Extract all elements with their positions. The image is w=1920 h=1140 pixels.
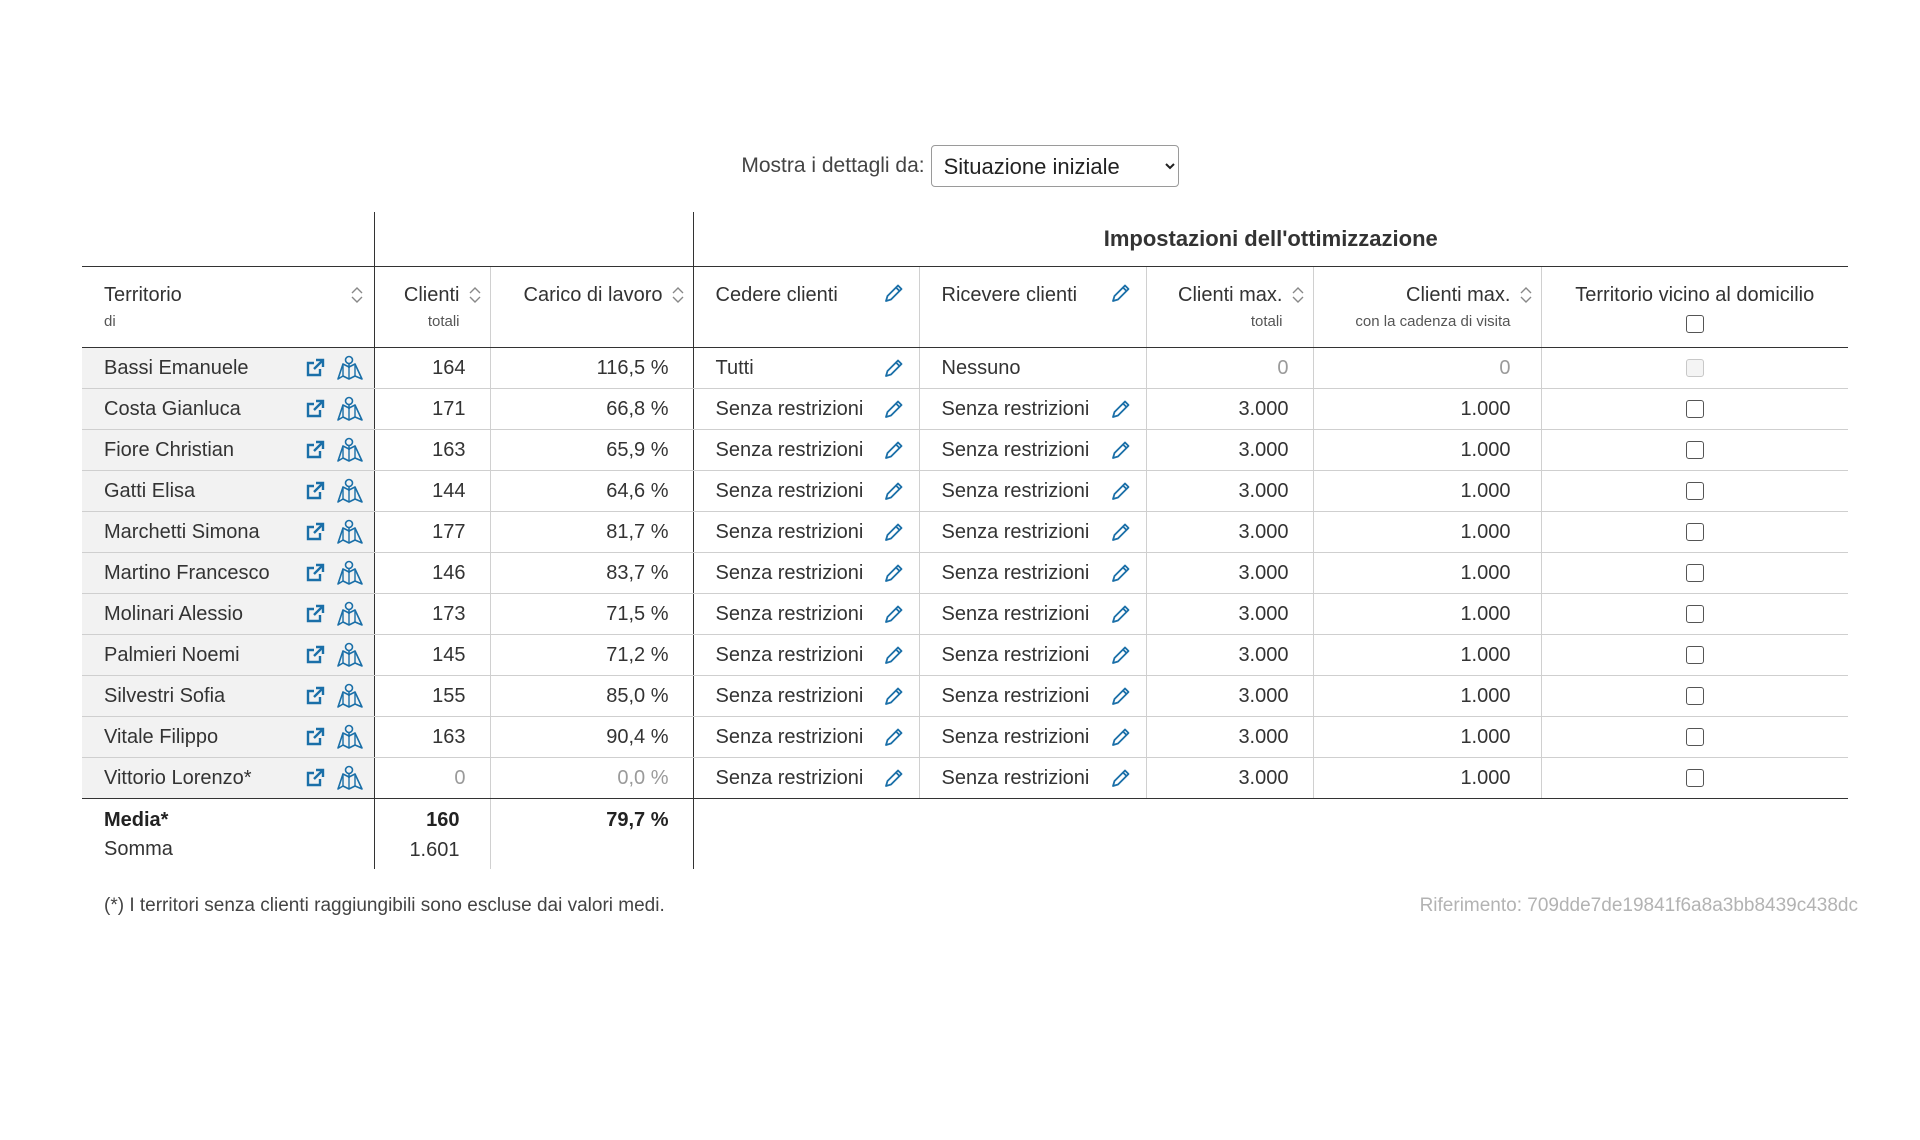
max-cadence-cell: 1.000 — [1313, 430, 1541, 471]
near-home-cell — [1541, 430, 1848, 471]
territory-cell — [82, 389, 374, 430]
map-icon[interactable] — [336, 395, 364, 423]
cede-cell — [693, 553, 919, 594]
near-home-checkbox[interactable] — [1686, 687, 1704, 705]
near-home-cell — [1541, 594, 1848, 635]
near-home-checkbox[interactable] — [1686, 728, 1704, 746]
sort-icon[interactable] — [1289, 285, 1305, 305]
footnote: (*) I territori senza clienti raggiungibili sono escluse dai valori medi. — [104, 895, 665, 916]
pencil-icon[interactable] — [883, 480, 905, 502]
pencil-icon[interactable] — [883, 685, 905, 707]
detail-selector-label: Mostra i dettagli da: — [741, 154, 925, 177]
pencil-icon[interactable] — [883, 439, 905, 461]
max-clients-cell: 3.000 — [1146, 430, 1313, 471]
receive-cell — [919, 348, 1146, 389]
summary-empty — [693, 799, 1848, 870]
territory-name: Marchetti Simona — [104, 520, 260, 543]
external-link-icon[interactable] — [304, 521, 326, 543]
external-link-icon[interactable] — [304, 480, 326, 502]
map-icon[interactable] — [336, 641, 364, 669]
cede-value: Senza restrizioni — [715, 561, 864, 584]
territory-cell — [82, 512, 374, 553]
near-home-cell — [1541, 471, 1848, 512]
header-territory-sub: di — [104, 313, 116, 330]
pencil-icon[interactable] — [883, 644, 905, 666]
reference-id: Riferimento: 709dde7de19841f6a8a3bb8439c438dc — [1419, 895, 1858, 916]
average-clients: 160 — [426, 809, 460, 831]
header-receive-label: Ricevere clienti — [941, 284, 1078, 306]
territory-cell — [82, 676, 374, 717]
pencil-icon[interactable] — [883, 357, 905, 379]
near-home-checkbox[interactable] — [1686, 482, 1704, 500]
pencil-icon[interactable] — [883, 562, 905, 584]
pencil-icon[interactable] — [883, 726, 905, 748]
territory-cell — [82, 635, 374, 676]
cede-cell — [693, 635, 919, 676]
clients-total-cell: 177 — [374, 512, 490, 553]
max-clients-cell: 3.000 — [1146, 512, 1313, 553]
detail-selector-bar — [0, 145, 1920, 187]
pencil-icon[interactable] — [1110, 603, 1132, 625]
cede-cell — [693, 348, 919, 389]
max-clients-cell: 3.000 — [1146, 635, 1313, 676]
clients-total-cell: 164 — [374, 348, 490, 389]
territory-name: Palmieri Noemi — [104, 643, 240, 666]
cede-cell — [693, 758, 919, 799]
territory-name: Gatti Elisa — [104, 479, 196, 502]
receive-value: Senza restrizioni — [941, 643, 1090, 666]
workload-cell: 90,4 % — [490, 717, 693, 758]
pencil-icon[interactable] — [1110, 439, 1132, 461]
map-icon[interactable] — [336, 559, 364, 587]
sort-icon[interactable] — [466, 285, 482, 305]
territory-cell — [82, 471, 374, 512]
territory-cell — [82, 430, 374, 471]
territory-name: Martino Francesco — [104, 561, 270, 584]
pencil-icon[interactable] — [1110, 480, 1132, 502]
pencil-icon[interactable] — [1110, 767, 1132, 789]
sum-clients: 1.601 — [409, 839, 460, 861]
map-icon[interactable] — [336, 723, 364, 751]
cede-cell — [693, 471, 919, 512]
clients-total-cell: 144 — [374, 471, 490, 512]
clients-total-cell: 163 — [374, 430, 490, 471]
header-max-clients[interactable] — [1146, 267, 1313, 348]
header-cede — [693, 267, 919, 348]
workload-cell: 116,5 % — [490, 348, 693, 389]
receive-value: Senza restrizioni — [941, 397, 1090, 420]
workload-cell: 83,7 % — [490, 553, 693, 594]
territory-cell — [82, 553, 374, 594]
receive-value: Senza restrizioni — [941, 479, 1090, 502]
table-row — [82, 635, 1848, 676]
receive-cell — [919, 471, 1146, 512]
receive-cell — [919, 553, 1146, 594]
external-link-icon[interactable] — [304, 603, 326, 625]
group-spacer — [374, 212, 693, 267]
average-workload: 79,7 % — [606, 809, 669, 831]
workload-cell: 71,5 % — [490, 594, 693, 635]
clients-total-cell: 171 — [374, 389, 490, 430]
near-home-checkbox[interactable] — [1686, 646, 1704, 664]
max-cadence-cell: 1.000 — [1313, 512, 1541, 553]
receive-cell — [919, 717, 1146, 758]
pencil-icon[interactable] — [1110, 282, 1132, 304]
receive-cell — [919, 512, 1146, 553]
max-cadence-cell: 1.000 — [1313, 758, 1541, 799]
summary-label-cell — [82, 799, 374, 870]
receive-cell — [919, 676, 1146, 717]
cede-value: Senza restrizioni — [715, 602, 864, 625]
select-all-checkbox[interactable] — [1686, 315, 1704, 333]
territory-name: Molinari Alessio — [104, 602, 243, 625]
header-territory[interactable] — [82, 267, 374, 348]
sum-label: Somma — [104, 838, 173, 860]
table-row — [82, 594, 1848, 635]
external-link-icon[interactable] — [304, 685, 326, 707]
max-cadence-cell: 1.000 — [1313, 471, 1541, 512]
receive-cell — [919, 430, 1146, 471]
sort-icon[interactable] — [669, 285, 685, 305]
table-row — [82, 676, 1848, 717]
workload-cell: 85,0 % — [490, 676, 693, 717]
near-home-checkbox[interactable] — [1686, 523, 1704, 541]
sort-icon[interactable] — [1517, 285, 1533, 305]
near-home-checkbox[interactable] — [1686, 605, 1704, 623]
pencil-icon[interactable] — [883, 767, 905, 789]
clients-total-cell: 0 — [374, 758, 490, 799]
receive-value: Senza restrizioni — [941, 520, 1090, 543]
near-home-cell — [1541, 348, 1848, 389]
near-home-checkbox[interactable] — [1686, 400, 1704, 418]
header-near-home-label: Territorio vicino al domicilio — [1575, 284, 1815, 306]
near-home-checkbox[interactable] — [1686, 441, 1704, 459]
max-cadence-cell: 1.000 — [1313, 553, 1541, 594]
external-link-icon[interactable] — [304, 767, 326, 789]
near-home-cell — [1541, 758, 1848, 799]
max-cadence-cell: 1.000 — [1313, 635, 1541, 676]
external-link-icon[interactable] — [304, 562, 326, 584]
near-home-cell — [1541, 389, 1848, 430]
max-clients-cell: 3.000 — [1146, 717, 1313, 758]
territory-table — [82, 212, 1848, 869]
summary-clients-cell — [374, 799, 490, 870]
header-near-home — [1541, 267, 1848, 348]
cede-cell — [693, 512, 919, 553]
map-icon[interactable] — [336, 600, 364, 628]
header-max-clients-sub: totali — [1250, 313, 1283, 330]
map-icon[interactable] — [336, 477, 364, 505]
header-max-cadence[interactable] — [1313, 267, 1541, 348]
external-link-icon[interactable] — [304, 726, 326, 748]
pencil-icon[interactable] — [1110, 726, 1132, 748]
summary-workload-cell — [490, 799, 693, 870]
near-home-cell — [1541, 635, 1848, 676]
territory-name: Bassi Emanuele — [104, 356, 249, 379]
cede-value: Tutti — [715, 356, 754, 379]
header-max-clients-label: Clienti max. — [1178, 284, 1283, 306]
pencil-icon[interactable] — [1110, 562, 1132, 584]
near-home-cell — [1541, 553, 1848, 594]
receive-value: Senza restrizioni — [941, 684, 1090, 707]
clients-total-cell: 163 — [374, 717, 490, 758]
near-home-checkbox[interactable] — [1686, 769, 1704, 787]
receive-value: Senza restrizioni — [941, 561, 1090, 584]
cede-value: Senza restrizioni — [715, 438, 864, 461]
external-link-icon[interactable] — [304, 439, 326, 461]
max-clients-cell: 3.000 — [1146, 389, 1313, 430]
max-clients-cell: 3.000 — [1146, 594, 1313, 635]
workload-cell: 81,7 % — [490, 512, 693, 553]
territory-name: Costa Gianluca — [104, 397, 241, 420]
max-clients-cell: 3.000 — [1146, 758, 1313, 799]
header-clients[interactable] — [374, 267, 490, 348]
table-row — [82, 389, 1848, 430]
column-header-row — [82, 267, 1848, 348]
table-row — [82, 758, 1848, 799]
receive-cell — [919, 594, 1146, 635]
external-link-icon[interactable] — [304, 357, 326, 379]
max-cadence-cell: 1.000 — [1313, 594, 1541, 635]
workload-cell: 65,9 % — [490, 430, 693, 471]
workload-cell: 64,6 % — [490, 471, 693, 512]
territory-cell — [82, 348, 374, 389]
map-icon[interactable] — [336, 682, 364, 710]
territory-name: Vittorio Lorenzo* — [104, 766, 252, 789]
receive-value: Senza restrizioni — [941, 438, 1090, 461]
max-cadence-cell: 0 — [1313, 348, 1541, 389]
clients-total-cell: 173 — [374, 594, 490, 635]
pencil-icon[interactable] — [1110, 398, 1132, 420]
clients-total-cell: 155 — [374, 676, 490, 717]
table-row — [82, 348, 1848, 389]
territory-name: Fiore Christian — [104, 438, 235, 461]
receive-value: Nessuno — [941, 356, 1021, 379]
near-home-checkbox — [1686, 359, 1704, 377]
pencil-icon[interactable] — [1110, 685, 1132, 707]
receive-value: Senza restrizioni — [941, 602, 1090, 625]
group-spacer — [82, 212, 374, 267]
optimization-settings-title: Impostazioni dell'ottimizzazione — [693, 212, 1848, 267]
receive-value: Senza restrizioni — [941, 725, 1090, 748]
receive-cell — [919, 635, 1146, 676]
external-link-icon[interactable] — [304, 398, 326, 420]
territory-name: Vitale Filippo — [104, 725, 219, 748]
near-home-cell — [1541, 676, 1848, 717]
cede-cell — [693, 676, 919, 717]
max-cadence-cell: 1.000 — [1313, 676, 1541, 717]
receive-cell — [919, 389, 1146, 430]
header-workload[interactable] — [490, 267, 693, 348]
cede-cell — [693, 430, 919, 471]
max-cadence-cell: 1.000 — [1313, 717, 1541, 758]
header-receive — [919, 267, 1146, 348]
territory-cell — [82, 758, 374, 799]
header-workload-label: Carico di lavoro — [523, 284, 663, 306]
near-home-checkbox[interactable] — [1686, 564, 1704, 582]
summary-row — [82, 799, 1848, 870]
workload-cell: 71,2 % — [490, 635, 693, 676]
header-cede-label: Cedere clienti — [715, 284, 838, 306]
table-row — [82, 471, 1848, 512]
map-icon[interactable] — [336, 518, 364, 546]
map-icon[interactable] — [336, 436, 364, 464]
header-max-cadence-label: Clienti max. — [1406, 284, 1511, 306]
cede-value: Senza restrizioni — [715, 520, 864, 543]
cede-value: Senza restrizioni — [715, 766, 864, 789]
pencil-icon[interactable] — [883, 603, 905, 625]
table-row — [82, 430, 1848, 471]
cede-cell — [693, 594, 919, 635]
near-home-cell — [1541, 512, 1848, 553]
pencil-icon[interactable] — [883, 521, 905, 543]
max-clients-cell: 3.000 — [1146, 471, 1313, 512]
pencil-icon[interactable] — [1110, 521, 1132, 543]
table-row — [82, 717, 1848, 758]
table-row — [82, 512, 1848, 553]
detail-source-select[interactable] — [931, 145, 1179, 187]
average-label: Media* — [104, 809, 169, 831]
header-max-cadence-sub: con la cadenza di visita — [1355, 313, 1511, 330]
pencil-icon[interactable] — [883, 282, 905, 304]
cede-value: Senza restrizioni — [715, 643, 864, 666]
near-home-cell — [1541, 717, 1848, 758]
max-clients-cell: 3.000 — [1146, 553, 1313, 594]
max-clients-cell: 3.000 — [1146, 676, 1313, 717]
map-icon[interactable] — [336, 764, 364, 792]
cede-value: Senza restrizioni — [715, 725, 864, 748]
cede-value: Senza restrizioni — [715, 479, 864, 502]
clients-total-cell: 145 — [374, 635, 490, 676]
header-clients-sub: totali — [427, 313, 460, 330]
map-icon[interactable] — [336, 354, 364, 382]
workload-cell: 0,0 % — [490, 758, 693, 799]
cede-value: Senza restrizioni — [715, 397, 864, 420]
header-clients-label: Clienti — [403, 284, 460, 306]
pencil-icon[interactable] — [883, 398, 905, 420]
workload-cell: 66,8 % — [490, 389, 693, 430]
max-cadence-cell: 1.000 — [1313, 389, 1541, 430]
cede-value: Senza restrizioni — [715, 684, 864, 707]
pencil-icon[interactable] — [1110, 644, 1132, 666]
receive-cell — [919, 758, 1146, 799]
sort-icon[interactable] — [350, 285, 366, 305]
group-header-row — [82, 212, 1848, 267]
receive-value: Senza restrizioni — [941, 766, 1090, 789]
territory-cell — [82, 717, 374, 758]
territory-cell — [82, 594, 374, 635]
cede-cell — [693, 717, 919, 758]
territory-name: Silvestri Sofia — [104, 684, 226, 707]
header-territory-label: Territorio — [104, 284, 182, 306]
cede-cell — [693, 389, 919, 430]
max-clients-cell: 0 — [1146, 348, 1313, 389]
external-link-icon[interactable] — [304, 644, 326, 666]
clients-total-cell: 146 — [374, 553, 490, 594]
table-row — [82, 553, 1848, 594]
